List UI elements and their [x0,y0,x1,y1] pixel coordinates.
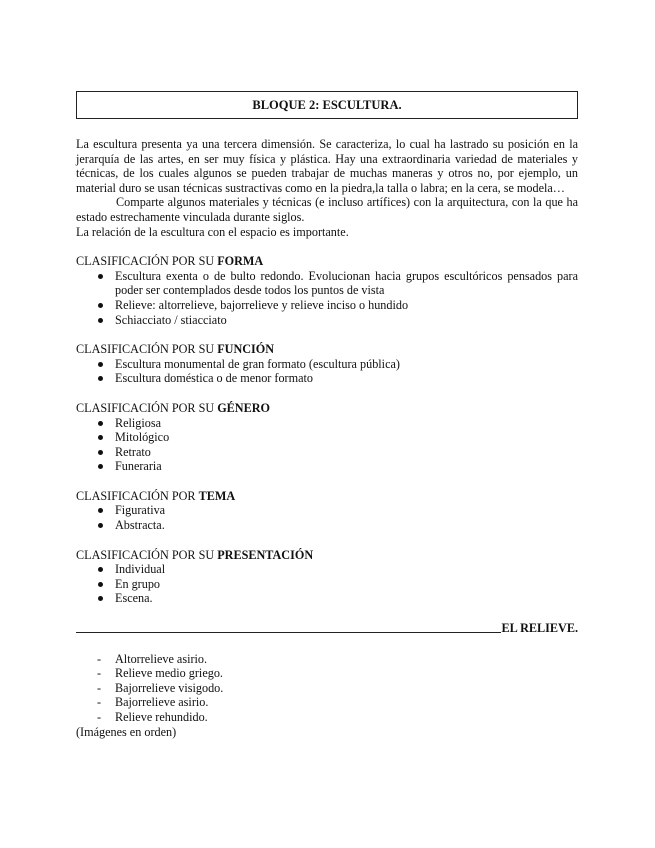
list-item [76,371,578,386]
list-item-text: Individual [115,562,166,577]
list-item-text: Relieve: altorrelieve, bajorrelieve y relieve inciso o hundido [115,297,409,312]
list-item-text: Escultura exenta o de bulto redondo. Evolucionan hacia grupos escultóricos pensados para poder ser contemplados desde todos los puntos de vista [115,268,578,298]
classification-section [76,254,578,327]
section-heading-keyword: GÉNERO [217,400,271,415]
intro-paragraph-2: Comparte algunos materiales y técnicas (e incluso artífices) con la arquitectura, con la que ha estado estrechamente vinculada durante siglos. [76,195,578,224]
intro-paragraph-3: La relación de la escultura con el espacio es importante. [76,224,349,239]
bullet-icon [98,376,103,381]
bullet-icon [98,421,103,426]
section-heading-keyword: FUNCIÓN [217,342,275,357]
bullet-icon [98,303,103,308]
classification-section [76,342,578,386]
list-item-text: Retrato [115,444,151,459]
section-heading-prefix: CLASIFICACIÓN POR SU [76,400,218,415]
bullet-icon [98,596,103,601]
list-item [76,577,578,592]
list-item [76,430,578,445]
relieve-note: (Imágenes en orden) [76,724,177,739]
list-item [76,562,578,577]
underline-rule [76,632,501,633]
bullet-icon [98,508,103,513]
section-heading [76,401,578,416]
relieve-title: EL RELIEVE. [501,621,578,636]
list-item [76,357,578,372]
list-item [76,416,578,431]
list-item [76,269,578,298]
bullet-list [76,357,578,386]
page-title: BLOQUE 2: ESCULTURA. [252,97,402,112]
list-item-text: Escena. [115,591,153,606]
section-heading-prefix: CLASIFICACIÓN POR SU [76,342,218,357]
section-heading-prefix: CLASIFICACIÓN POR SU [76,254,218,269]
dash-icon: - [97,666,102,681]
list-item [76,503,578,518]
list-item [76,313,578,328]
list-item [76,681,578,696]
list-item [76,652,578,667]
list-item-text: Bajorrelieve asirio. [115,695,209,710]
section-heading-keyword: FORMA [217,254,264,269]
bullet-icon [98,523,103,528]
classification-section [76,548,578,606]
list-item-text: Schiacciato / stiacciato [115,312,227,327]
list-item-text: Funeraria [115,459,162,474]
section-heading-prefix: CLASIFICACIÓN POR [76,488,199,503]
bullet-list [76,562,578,606]
list-item-text: Escultura monumental de gran formato (escultura pública) [115,356,400,371]
bullet-icon [98,318,103,323]
list-item-text: En grupo [115,576,161,591]
bullet-icon [98,435,103,440]
list-item-text: Relieve medio griego. [115,666,223,681]
relieve-heading [76,621,578,636]
section-heading [76,342,578,357]
list-item [76,695,578,710]
list-item-text: Religiosa [115,415,162,430]
intro-text [76,137,578,239]
list-item [76,298,578,313]
list-item-text: Mitológico [115,430,170,445]
list-item-text: Altorrelieve asirio. [115,651,208,666]
bullet-icon [98,274,103,279]
bullet-icon [98,450,103,455]
bullet-icon [98,362,103,367]
list-item-text: Abstracta. [115,518,165,533]
classification-section [76,401,578,474]
section-heading-keyword: TEMA [198,488,236,503]
list-item [76,459,578,474]
bullet-list [76,269,578,327]
bullet-list [76,416,578,474]
bullet-list [76,503,578,532]
bullet-icon [98,582,103,587]
intro-paragraph-1: La escultura presenta ya una tercera dimensión. Se caracteriza, lo cual ha lastrado su posición en la jerarquía de las artes, en ser muy física y plástica. Hay una extraordinaria variedad de materiales y técnicas, de los cuales algunos se pueden trabajar de muchas maneras y otros no, por ejemplo, un material duro se usan técnicas sustractivas como en la piedra,la talla o labra; en la cera, se modela… [76,137,578,195]
section-heading-prefix: CLASIFICACIÓN POR SU [76,547,218,562]
list-item [76,666,578,681]
section-heading-keyword: PRESENTACIÓN [217,547,314,562]
document-page [76,91,578,739]
section-heading [76,254,578,269]
dash-icon: - [97,680,102,695]
list-item-text: Escultura doméstica o de menor formato [115,371,313,386]
relieve-list [76,652,578,725]
dash-icon: - [97,695,102,710]
section-heading [76,489,578,504]
dash-icon: - [97,710,102,724]
list-item-text: Figurativa [115,503,166,518]
list-item [76,710,578,725]
classification-section [76,489,578,533]
list-item [76,518,578,533]
list-item-text: Bajorrelieve visigodo. [115,680,224,695]
list-item [76,445,578,460]
section-heading [76,548,578,563]
title-box [76,91,578,119]
classification-sections [76,254,578,606]
bullet-icon [98,567,103,572]
bullet-icon [98,464,103,469]
list-item-text: Relieve rehundido. [115,710,208,724]
list-item [76,591,578,606]
dash-icon: - [97,651,102,666]
